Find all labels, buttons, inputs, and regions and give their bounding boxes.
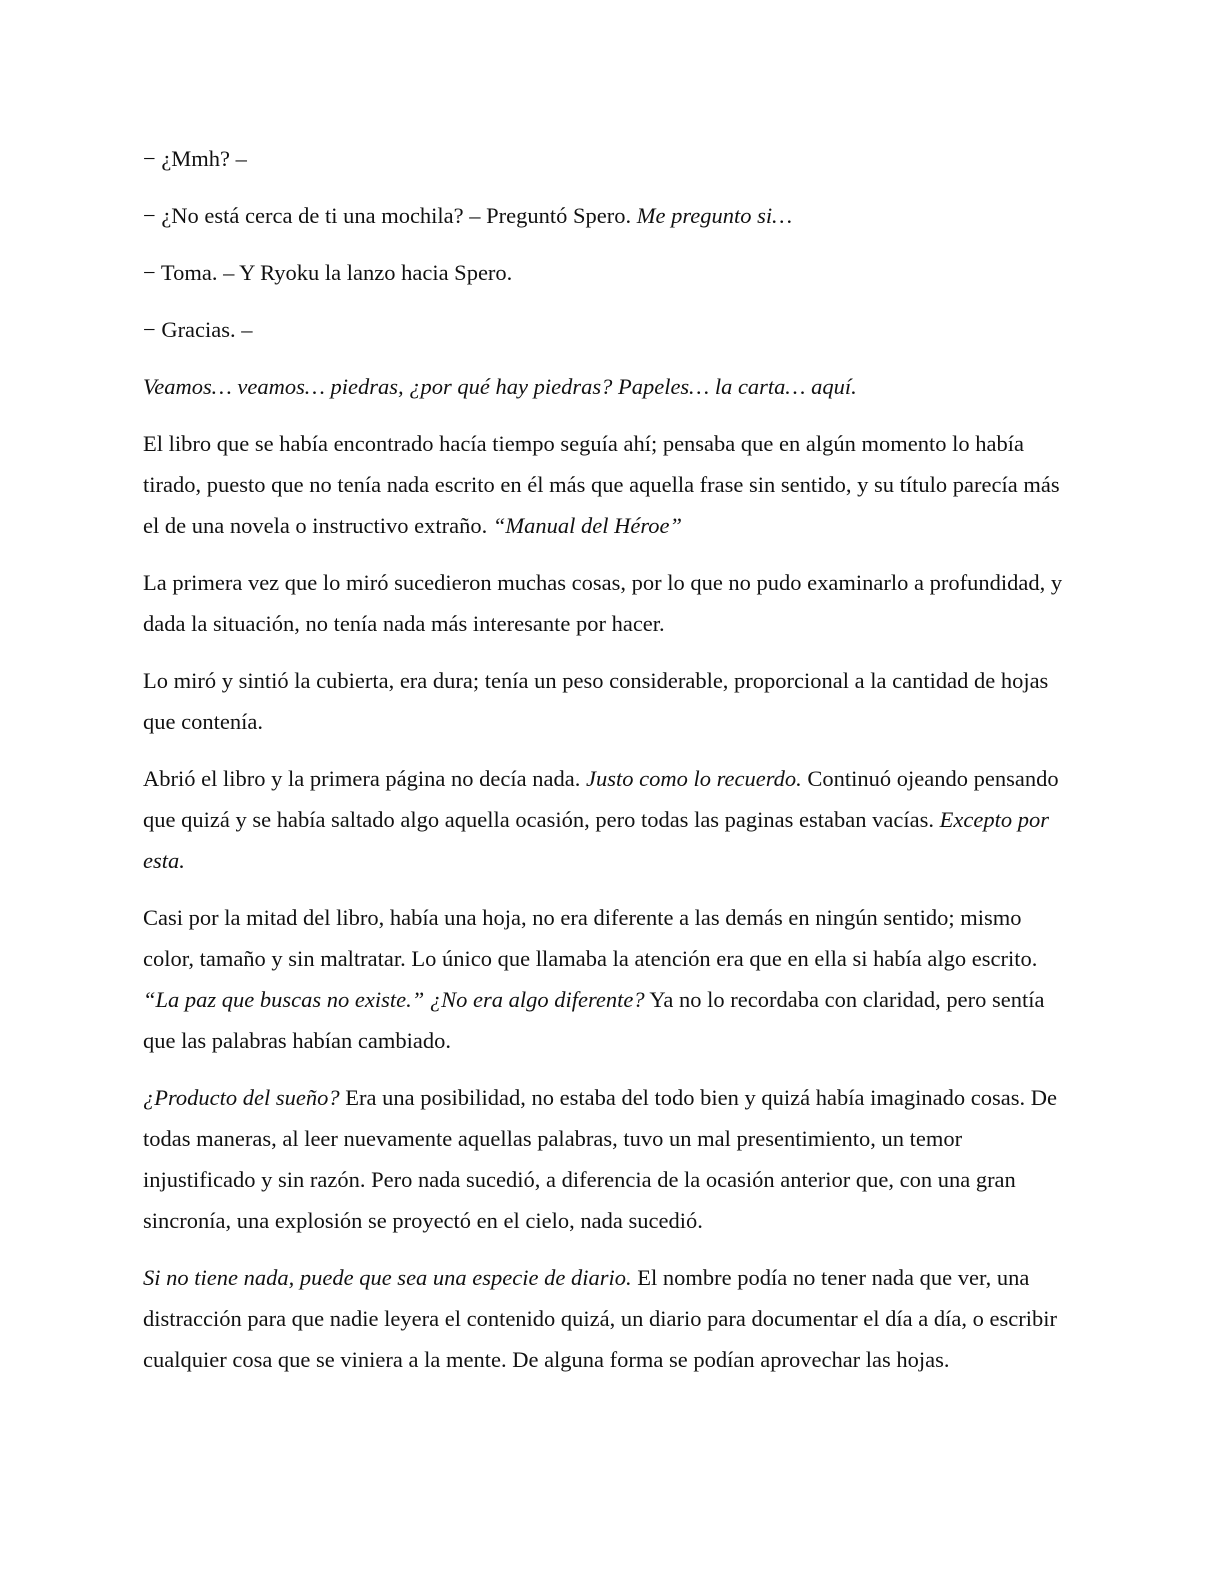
paragraph-1: [143, 138, 1063, 179]
text-run: − ¿Mmh? –: [143, 146, 247, 171]
paragraph-4: [143, 309, 1063, 350]
paragraph-10: [143, 897, 1063, 1061]
text-run: Abrió el libro y la primera página no decía nada.: [143, 766, 586, 791]
text-run: Era una posibilidad, no estaba del todo bien y quizá había imaginado cosas. De todas maneras, al leer nuevamente aquellas palabras, tuvo un mal presentimiento, un temor injustificado y sin razón. Pero nada sucedió, a diferencia de la ocasión anterior que, con una gran sincronía, una explosión se proyectó en el cielo, nada sucedió.: [143, 1085, 1057, 1233]
text-run-italic: “Manual del Héroe”: [492, 513, 683, 538]
text-run: − Gracias. –: [143, 317, 253, 342]
text-run-italic: “La paz que buscas no existe.” ¿No era algo diferente?: [143, 987, 645, 1012]
text-run-italic: ¿Producto del sueño?: [143, 1085, 340, 1110]
text-run-italic: Veamos… veamos… piedras, ¿por qué hay piedras? Papeles… la carta… aquí.: [143, 374, 857, 399]
text-run-italic: Me pregunto si…: [636, 203, 793, 228]
text-run: Ya no lo recordaba con claridad, pero sentía que las palabras habían cambiado.: [143, 987, 1045, 1053]
paragraph-11: [143, 1077, 1063, 1241]
paragraph-6: [143, 423, 1063, 546]
document-page: [143, 138, 1063, 1396]
text-run: − Toma. – Y Ryoku la lanzo hacia Spero.: [143, 260, 513, 285]
text-run: Casi por la mitad del libro, había una hoja, no era diferente a las demás en ningún sentido; mismo color, tamaño y sin maltratar. Lo único que llamaba la atención era que en ella si había algo escrito.: [143, 905, 1038, 971]
text-run: − ¿No está cerca de ti una mochila? – Preguntó Spero.: [143, 203, 637, 228]
text-run: La primera vez que lo miró sucedieron muchas cosas, por lo que no pudo examinarlo a profundidad, y dada la situación, no tenía nada más interesante por hacer.: [143, 570, 1063, 636]
paragraph-9: [143, 758, 1063, 881]
paragraph-7: [143, 562, 1063, 644]
paragraph-3: [143, 252, 1063, 293]
paragraph-5: [143, 366, 1063, 407]
text-run-italic: Excepto por esta.: [143, 807, 1049, 873]
text-run-italic: Si no tiene nada, puede que sea una especie de diario.: [143, 1265, 632, 1290]
paragraph-2: [143, 195, 1063, 236]
paragraph-8: [143, 660, 1063, 742]
text-run-italic: Justo como lo recuerdo.: [585, 766, 802, 791]
text-run: El nombre podía no tener nada que ver, una distracción para que nadie leyera el contenido quizá, un diario para documentar el día a día, o escribir cualquier cosa que se viniera a la mente. De alguna forma se podían aprovechar las hojas.: [143, 1265, 1057, 1372]
text-run: El libro que se había encontrado hacía tiempo seguía ahí; pensaba que en algún momento lo había tirado, puesto que no tenía nada escrito en él más que aquella frase sin sentido, y su título parecía más el de una novela o instructivo extraño.: [143, 431, 1060, 538]
text-run: Lo miró y sintió la cubierta, era dura; tenía un peso considerable, proporcional a la cantidad de hojas que contenía.: [143, 668, 1049, 734]
paragraph-12: [143, 1257, 1063, 1380]
text-run: Continuó ojeando pensando que quizá y se había saltado algo aquella ocasión, pero todas las paginas estaban vacías.: [143, 766, 1059, 832]
